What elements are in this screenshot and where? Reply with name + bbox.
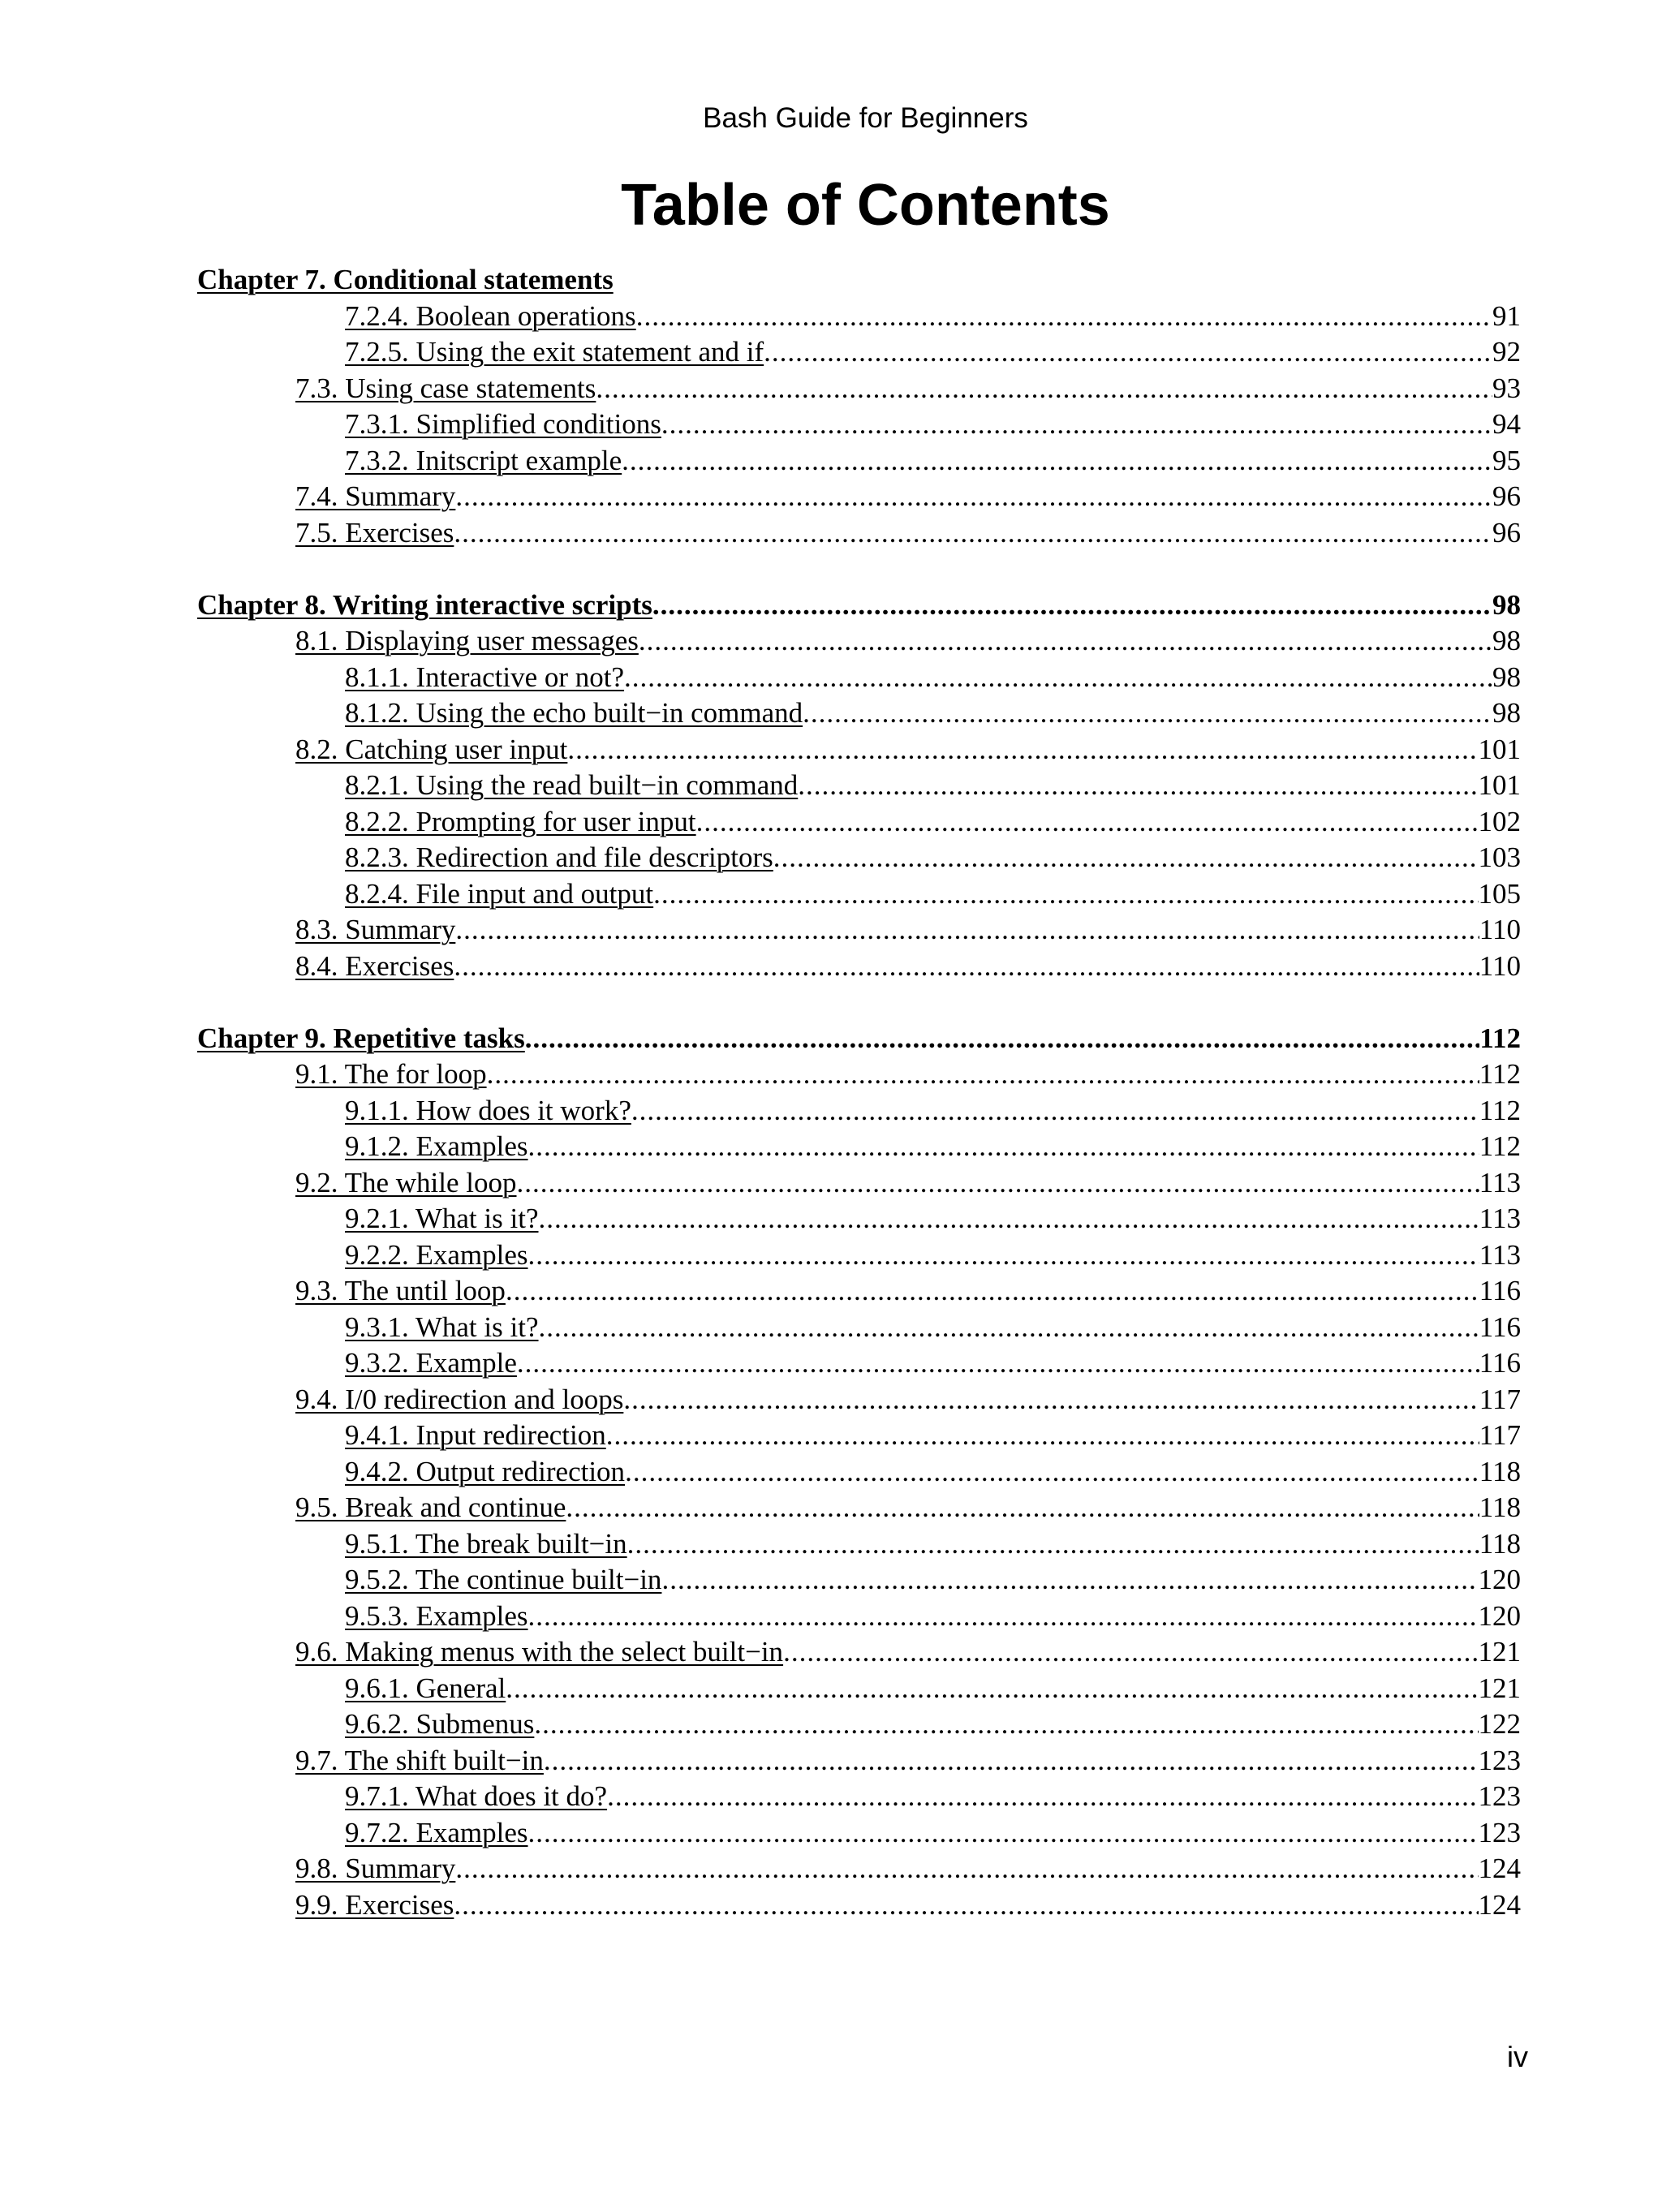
toc-link[interactable]: 9.7. The shift built−in <box>295 1744 544 1776</box>
dot-leader <box>506 1273 1479 1309</box>
toc-page-number: 123 <box>1478 1744 1521 1776</box>
toc-row <box>345 1129 1521 1164</box>
toc-link[interactable]: 9.3. The until loop <box>295 1275 506 1306</box>
dot-leader <box>506 1671 1478 1706</box>
dot-leader <box>528 1237 1479 1273</box>
toc-page-number: 105 <box>1478 877 1521 910</box>
toc-page-number: 92 <box>1492 336 1521 368</box>
toc-row <box>345 443 1521 479</box>
dot-leader <box>528 1129 1479 1164</box>
toc-row <box>345 1201 1521 1237</box>
dot-leader <box>455 1851 1478 1887</box>
toc-page-number: 95 <box>1492 444 1521 476</box>
toc-row <box>345 1779 1521 1814</box>
toc-page-number: 98 <box>1492 588 1521 621</box>
toc-link[interactable]: 7.2.4. Boolean operations <box>345 299 636 332</box>
dot-leader <box>528 1599 1479 1634</box>
toc-row <box>295 949 1521 984</box>
toc-row <box>345 876 1521 912</box>
toc-link[interactable]: 9.2. The while loop <box>295 1166 517 1199</box>
toc-link[interactable]: 9.2.2. Examples <box>345 1238 528 1271</box>
toc-page-number: 101 <box>1478 733 1521 765</box>
toc-link[interactable]: 7.2.5. Using the exit statement and if <box>345 336 764 368</box>
toc-row <box>345 1454 1521 1490</box>
toc-link[interactable]: 7.5. Exercises <box>295 516 454 549</box>
dot-leader <box>624 660 1492 695</box>
toc-link[interactable]: 9.5. Break and continue <box>295 1491 566 1523</box>
toc-page-number: 118 <box>1479 1527 1521 1560</box>
toc-link[interactable]: 9.5.2. The continue built−in <box>345 1564 662 1595</box>
dot-leader <box>639 623 1492 659</box>
toc-page-number: 98 <box>1492 625 1521 656</box>
dot-leader <box>696 804 1479 840</box>
toc-row <box>295 1851 1521 1887</box>
toc-page-number: 117 <box>1479 1383 1521 1415</box>
dot-leader <box>525 1021 1480 1057</box>
toc-page-number: 121 <box>1478 1672 1521 1704</box>
toc-link[interactable]: 8.4. Exercises <box>295 949 454 982</box>
toc-row <box>295 1634 1521 1670</box>
dot-leader <box>773 840 1479 876</box>
dot-leader <box>454 1887 1478 1923</box>
toc-row <box>345 1815 1521 1851</box>
toc-row <box>295 1743 1521 1779</box>
toc-row <box>345 1599 1521 1634</box>
toc-row <box>345 1671 1521 1706</box>
toc-page-number: 101 <box>1478 769 1521 801</box>
toc-row <box>295 1382 1521 1418</box>
dot-leader <box>661 1562 1478 1598</box>
toc-page-number: 96 <box>1492 516 1521 549</box>
toc-link[interactable]: 8.1.2. Using the echo built−in command <box>345 697 803 729</box>
toc-page-number: 91 <box>1492 299 1521 332</box>
toc-link[interactable]: 9.3.2. Example <box>345 1347 517 1379</box>
toc-link[interactable]: 8.1.1. Interactive or not? <box>345 661 625 693</box>
toc-row <box>295 1887 1521 1923</box>
dot-leader <box>454 949 1479 984</box>
toc-row <box>345 299 1521 334</box>
toc-link[interactable]: 9.5.3. Examples <box>345 1599 528 1632</box>
toc-link[interactable]: 9.4. I/0 redirection and loops <box>295 1383 624 1415</box>
dot-leader <box>607 1779 1478 1814</box>
toc-link[interactable]: 9.7.2. Examples <box>345 1816 528 1848</box>
toc-page-number: 123 <box>1478 1780 1521 1812</box>
toc-page-number: 122 <box>1478 1708 1521 1740</box>
dot-leader <box>455 479 1492 514</box>
toc-page-number: 103 <box>1478 841 1521 873</box>
toc-row <box>345 334 1521 370</box>
dot-leader <box>625 1454 1479 1490</box>
toc-page-number: 120 <box>1478 1599 1521 1632</box>
toc-link[interactable]: 8.2.3. Redirection and file descriptors <box>345 841 773 873</box>
toc-link[interactable]: 9.7.1. What does it do? <box>345 1780 608 1812</box>
dot-leader <box>623 1382 1479 1418</box>
toc-page-number: 93 <box>1492 372 1521 404</box>
toc-link[interactable]: 9.8. Summary <box>295 1853 456 1884</box>
dot-leader <box>528 1815 1479 1851</box>
toc-row <box>345 660 1521 695</box>
toc-row <box>295 912 1521 948</box>
toc-page-number: 112 <box>1479 1022 1521 1054</box>
page-title: Table of Contents <box>621 173 1110 238</box>
toc-page-number: 124 <box>1478 1888 1521 1921</box>
toc-page-number: 110 <box>1479 949 1521 982</box>
dot-leader <box>487 1057 1479 1092</box>
toc-page-number: 116 <box>1479 1347 1521 1379</box>
toc-page-number: 116 <box>1479 1310 1521 1343</box>
toc-row <box>345 1562 1521 1598</box>
toc-page-number: 112 <box>1479 1058 1521 1090</box>
toc-row <box>295 732 1521 768</box>
dot-leader <box>517 1345 1479 1381</box>
dot-leader <box>653 876 1478 912</box>
toc-chapter-link[interactable]: Chapter 8. Writing interactive scripts <box>197 588 652 621</box>
toc-page-number: 113 <box>1479 1166 1521 1199</box>
toc-link[interactable]: 9.3.1. What is it? <box>345 1310 539 1343</box>
toc-page-number: 116 <box>1479 1275 1521 1306</box>
toc-row <box>295 623 1521 659</box>
toc-link[interactable]: 9.6. Making menus with the select built−in <box>295 1636 784 1668</box>
toc-link[interactable]: 9.9. Exercises <box>295 1888 454 1921</box>
dot-leader <box>539 1310 1479 1345</box>
dot-leader <box>544 1743 1479 1779</box>
toc-link[interactable]: 8.2.2. Prompting for user input <box>345 805 696 837</box>
dot-leader <box>454 515 1492 551</box>
toc-link[interactable]: 9.6.2. Submenus <box>345 1708 535 1740</box>
toc-page-number: 118 <box>1479 1455 1521 1487</box>
toc-link[interactable]: 9.5.1. The break built−in <box>345 1527 627 1560</box>
toc-page-number: 118 <box>1479 1491 1521 1523</box>
dot-leader <box>803 695 1492 731</box>
toc-link[interactable]: 9.1. The for loop <box>295 1058 487 1090</box>
dot-leader <box>596 371 1492 407</box>
dot-leader <box>652 587 1492 623</box>
toc-link[interactable]: 8.2. Catching user input <box>295 733 568 765</box>
toc-page-number: 94 <box>1492 408 1521 440</box>
dot-leader <box>631 1093 1479 1129</box>
toc-row <box>345 768 1521 803</box>
dot-leader <box>783 1634 1478 1670</box>
toc-row <box>345 1526 1521 1562</box>
toc-chapter-row <box>197 1021 1521 1057</box>
toc-link[interactable]: 9.6.1. General <box>345 1672 506 1704</box>
dot-leader <box>622 443 1492 479</box>
toc-link[interactable]: 9.4.2. Output redirection <box>345 1455 626 1487</box>
toc-link[interactable]: 9.4.1. Input redirection <box>345 1419 606 1451</box>
toc-link[interactable]: 8.2.1. Using the read built−in command <box>345 769 799 801</box>
toc-page-number: 121 <box>1478 1636 1521 1668</box>
toc-chapter-link[interactable]: Chapter 7. Conditional statements <box>197 264 614 295</box>
toc-row <box>345 1345 1521 1381</box>
toc-page-number: 113 <box>1479 1238 1521 1271</box>
toc-link[interactable]: 7.3. Using case statements <box>295 372 596 404</box>
toc-page-number: 112 <box>1479 1130 1521 1162</box>
dot-leader <box>627 1526 1479 1562</box>
toc-link[interactable]: 7.3.2. Initscript example <box>345 444 622 476</box>
toc-page-number: 117 <box>1479 1419 1521 1451</box>
running-header: Bash Guide for Beginners <box>703 102 1028 134</box>
toc-page-number: 113 <box>1479 1203 1521 1234</box>
toc-row <box>345 407 1521 442</box>
toc-row <box>295 1165 1521 1201</box>
toc-link[interactable]: 9.1.1. How does it work? <box>345 1094 631 1126</box>
toc-link[interactable]: 8.2.4. File input and output <box>345 877 654 910</box>
page-number: iv <box>1507 2040 1528 2073</box>
dot-leader <box>517 1165 1479 1201</box>
toc-chapter-link[interactable]: Chapter 9. Repetitive tasks <box>197 1022 525 1054</box>
toc-row <box>295 1273 1521 1309</box>
dot-leader <box>764 334 1492 370</box>
toc-row <box>295 515 1521 551</box>
toc-page-number: 98 <box>1492 661 1521 693</box>
toc-row <box>345 1093 1521 1129</box>
toc-row <box>295 1057 1521 1092</box>
dot-leader <box>539 1201 1479 1237</box>
toc-link[interactable]: 7.4. Summary <box>295 480 456 512</box>
toc-row <box>345 1310 1521 1345</box>
dot-leader <box>534 1706 1478 1742</box>
dot-leader <box>606 1418 1479 1453</box>
toc-page-number: 120 <box>1478 1564 1521 1595</box>
toc-link[interactable]: 8.3. Summary <box>295 914 456 945</box>
toc-chapter-row <box>197 587 1521 623</box>
toc-link[interactable]: 9.2.1. What is it? <box>345 1203 539 1234</box>
dot-leader <box>661 407 1492 442</box>
toc-link[interactable]: 9.1.2. Examples <box>345 1130 528 1162</box>
toc-row <box>345 695 1521 731</box>
toc-page-number: 123 <box>1478 1816 1521 1848</box>
toc-row <box>295 479 1521 514</box>
toc-page-number: 102 <box>1478 805 1521 837</box>
dot-leader <box>566 1490 1479 1526</box>
dot-leader <box>636 299 1492 334</box>
toc-row <box>345 1237 1521 1273</box>
toc-link[interactable]: 8.1. Displaying user messages <box>295 625 639 656</box>
dot-leader <box>567 732 1478 768</box>
dot-leader <box>798 768 1478 803</box>
toc-chapter-row <box>197 262 1521 298</box>
toc-page-number: 112 <box>1479 1094 1521 1126</box>
toc-row <box>345 1418 1521 1453</box>
toc-link[interactable]: 7.3.1. Simplified conditions <box>345 408 661 440</box>
toc-page-number: 110 <box>1479 914 1521 945</box>
toc-page-number: 98 <box>1492 697 1521 729</box>
toc-page-number: 96 <box>1492 480 1521 512</box>
toc-row <box>345 1706 1521 1742</box>
dot-leader <box>455 912 1479 948</box>
toc-page-number: 124 <box>1478 1853 1521 1884</box>
toc-row <box>295 1490 1521 1526</box>
toc-row <box>295 371 1521 407</box>
toc-row <box>345 804 1521 840</box>
toc-row <box>345 840 1521 876</box>
